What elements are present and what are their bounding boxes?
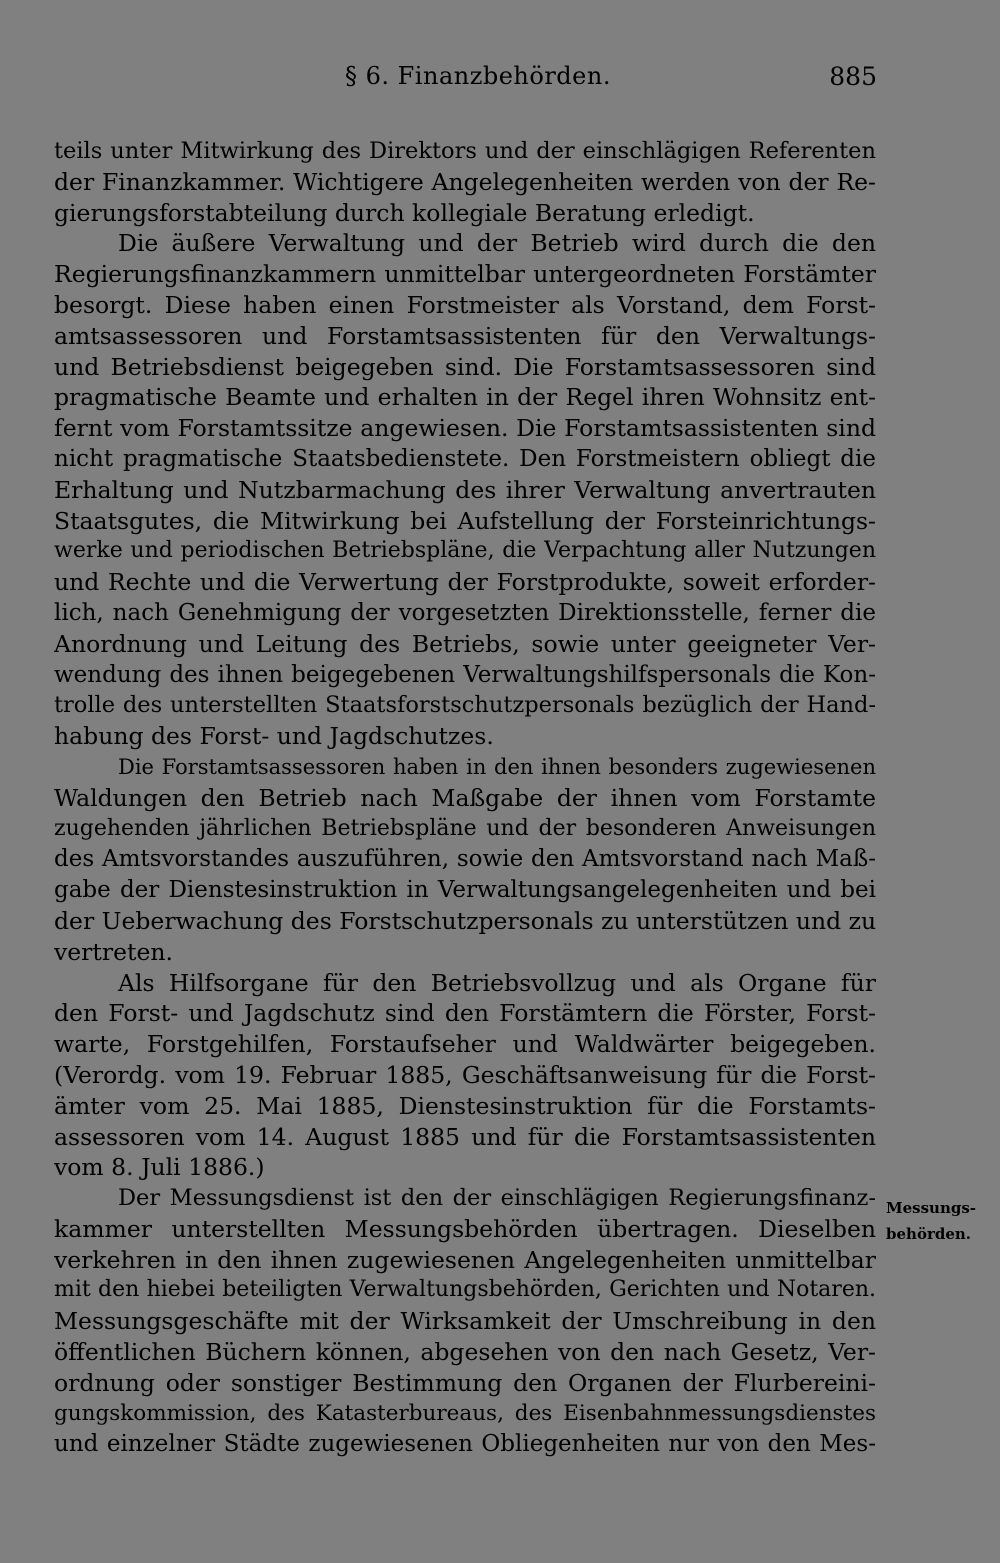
text-line: gabe der Dienstesinstruktion in Verwaltungsangelegenheiten und bei	[54, 877, 876, 904]
text-line: Die Forstamtsassessoren haben in den ihnen besonders zugewiesenen	[118, 754, 876, 779]
text-line: habung des Forst- und Jagdschutzes.	[54, 722, 494, 751]
text-line: vom 8. Juli 1886.)	[54, 1153, 265, 1182]
body-text	[54, 136, 876, 1460]
text-line: warte, Forstgehilfen, Forstaufseher und Waldwärter beigegeben.	[54, 1030, 876, 1059]
text-line: teils unter Mitwirkung des Direktors und der einschlägigen Referenten	[54, 138, 876, 164]
text-line: Der Messungsdienst ist den der einschlägigen Regierungsfinanz-	[118, 1185, 876, 1212]
text-line: (Verordg. vom 19. Februar 1885, Geschäftsanweisung für die Forst-	[54, 1060, 876, 1089]
text-line: den Forst- und Jagdschutz sind den Forstämtern die Förster, Forst-	[54, 999, 876, 1028]
text-line: ämter vom 25. Mai 1885, Dienstesinstruktion für die Forstamts-	[54, 1091, 876, 1120]
text-line: öffentlichen Büchern können, abgesehen von den nach Gesetz, Ver-	[54, 1338, 876, 1367]
text-line: Erhaltung und Nutzbarmachung des ihrer Verwaltung anvertrauten	[54, 475, 876, 504]
margin-note	[886, 1195, 986, 1247]
page-number: 885	[829, 62, 877, 91]
text-line: verkehren in den ihnen zugewiesenen Angelegenheiten unmittelbar	[54, 1245, 876, 1274]
margin-note-line: behörden.	[886, 1225, 972, 1243]
text-line: Die äußere Verwaltung und der Betrieb wird durch die den	[118, 229, 876, 258]
text-line: Regierungsfinanzkammern unmittelbar untergeordneten Forstämter	[54, 260, 876, 289]
section-title: § 6. Finanzbehörden.	[345, 62, 611, 90]
text-line: werke und periodischen Betriebspläne, die Verpachtung aller Nutzungen	[54, 538, 876, 564]
margin-note-line: Messungs-	[886, 1199, 977, 1217]
text-line: ordnung oder sonstiger Bestimmung den Organen der Flurbereini-	[54, 1368, 876, 1397]
text-line: gungskommission, des Katasterbureaus, des Eisenbahnmessungsdienstes	[54, 1400, 876, 1426]
text-line: amtsassessoren und Forstamtsassistenten für den Verwaltungs-	[54, 321, 876, 350]
text-line: des Amtsvorstandes auszuführen, sowie den Amtsvorstand nach Maß-	[54, 846, 876, 873]
text-line: und einzelner Städte zugewiesenen Obliegenheiten nur von den Mes-	[54, 1431, 876, 1458]
text-line: gierungsforstabteilung durch kollegiale Beratung erledigt.	[54, 198, 755, 227]
text-line: Messungsgeschäfte mit der Wirksamkeit der Umschreibung in den	[54, 1307, 876, 1336]
text-line: trolle des unterstellten Staatsforstschutzpersonals bezüglich der Hand-	[54, 692, 876, 719]
text-line: Waldungen den Betrieb nach Maßgabe der ihnen vom Forstamte	[54, 783, 876, 812]
text-line: Als Hilfsorgane für den Betriebsvollzug und als Organe für	[118, 968, 876, 997]
text-line: und Rechte und die Verwertung der Forstprodukte, soweit erforder-	[54, 568, 876, 597]
text-line: vertreten.	[54, 937, 173, 966]
text-line: zugehenden jährlichen Betriebspläne und der besonderen Anweisungen	[54, 815, 876, 841]
running-header	[345, 62, 877, 98]
text-line: Anordnung und Leitung des Betriebs, sowie unter geeigneter Ver-	[54, 629, 876, 658]
text-line: der Finanzkammer. Wichtigere Angelegenheiten werden von der Re-	[54, 167, 876, 196]
text-line: pragmatische Beamte und erhalten in der Regel ihren Wohnsitz ent-	[54, 383, 876, 412]
text-line: mit den hiebei beteiligten Verwaltungsbehörden, Gerichten und Notaren.	[54, 1277, 876, 1303]
text-line: besorgt. Diese haben einen Forstmeister als Vorstand, dem Forst-	[54, 290, 876, 319]
text-line: assessoren vom 14. August 1885 und für die Forstamtsassistenten	[54, 1122, 876, 1151]
text-line: lich, nach Genehmigung der vorgesetzten Direktionsstelle, ferner die	[54, 599, 876, 626]
text-line: und Betriebsdienst beigegeben sind. Die Forstamtsassessoren sind	[54, 352, 876, 381]
text-line: wendung des ihnen beigegebenen Verwaltungshilfspersonals die Kon-	[54, 661, 876, 688]
text-line: kammer unterstellten Messungsbehörden übertragen. Dieselben	[54, 1214, 876, 1243]
text-line: der Ueberwachung des Forstschutzpersonals zu unterstützen und zu	[54, 906, 876, 935]
text-line: fernt vom Forstamtssitze angewiesen. Die Forstamtsassistenten sind	[54, 414, 876, 443]
text-line: Staatsgutes, die Mitwirkung bei Aufstellung der Forsteinrichtungs-	[54, 506, 876, 535]
text-line: nicht pragmatische Staatsbedienstete. Den Forstmeistern obliegt die	[54, 445, 876, 472]
